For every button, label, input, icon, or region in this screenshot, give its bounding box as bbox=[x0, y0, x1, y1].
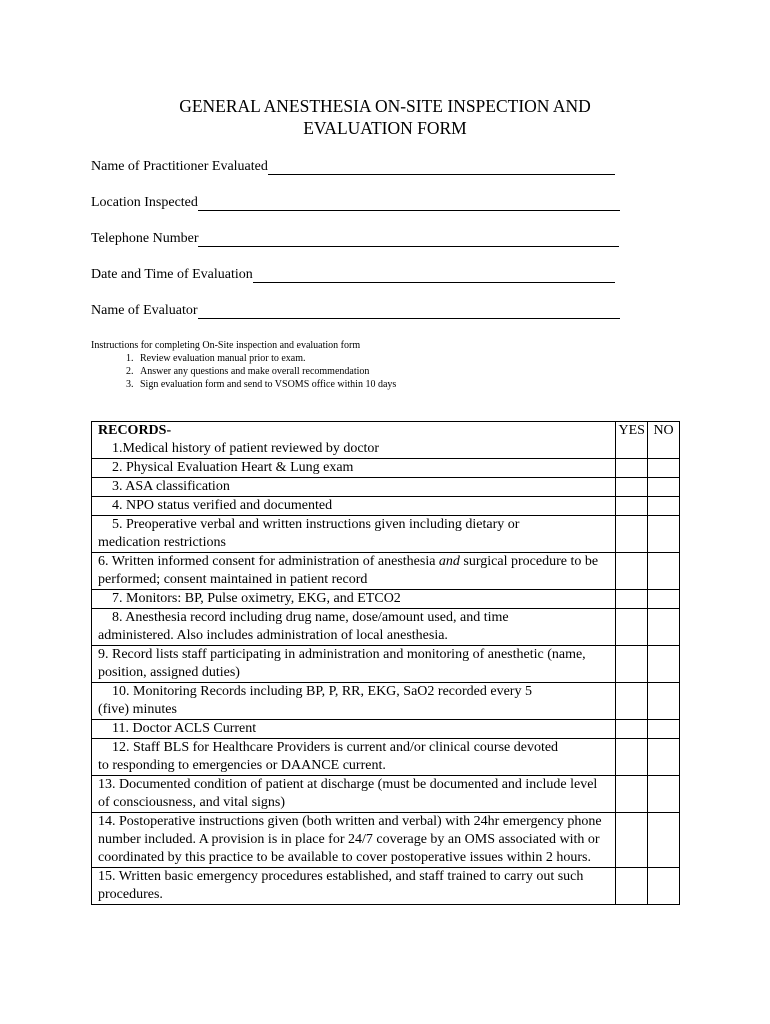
record-item-text bbox=[98, 516, 609, 534]
no-checkbox-cell[interactable] bbox=[648, 590, 680, 609]
table-row bbox=[92, 720, 680, 739]
table-row bbox=[92, 590, 680, 609]
record-text-continued: administered. Also includes administration of local anesthesia. bbox=[98, 628, 448, 643]
record-item bbox=[92, 683, 616, 720]
record-item-text bbox=[98, 553, 609, 589]
record-item bbox=[92, 720, 616, 739]
yes-checkbox-cell[interactable] bbox=[616, 497, 648, 516]
record-item bbox=[92, 813, 616, 868]
instructions bbox=[91, 339, 396, 391]
record-text: 13. Documented condition of patient at discharge (must be documented and include level of consciousness, and vital signs) bbox=[98, 777, 598, 810]
table-row bbox=[92, 516, 680, 553]
record-text-continued: medication restrictions bbox=[98, 535, 226, 550]
no-checkbox-cell[interactable] bbox=[648, 497, 680, 516]
record-item bbox=[92, 516, 616, 553]
record-item-text bbox=[98, 683, 609, 701]
record-item bbox=[92, 609, 616, 646]
field-blank-line[interactable] bbox=[268, 160, 615, 175]
yes-checkbox-cell[interactable] bbox=[616, 516, 648, 553]
record-text-continued: (five) minutes bbox=[98, 702, 177, 717]
record-item-text bbox=[98, 776, 609, 812]
table-row bbox=[92, 868, 680, 905]
record-item bbox=[92, 776, 616, 813]
record-item-text bbox=[98, 497, 609, 515]
record-item bbox=[92, 646, 616, 683]
record-text: 3. ASA classification bbox=[112, 479, 230, 494]
record-item bbox=[92, 422, 616, 459]
record-text: 8. Anesthesia record including drug name, dose/amount used, and time bbox=[112, 610, 509, 625]
field-blank-line[interactable] bbox=[198, 304, 620, 319]
form-title-line-1: GENERAL ANESTHESIA ON-SITE INSPECTION AND bbox=[179, 96, 591, 116]
yes-checkbox-cell[interactable] bbox=[616, 459, 648, 478]
field-label: Location Inspected bbox=[91, 195, 198, 210]
no-checkbox-cell[interactable] bbox=[648, 516, 680, 553]
record-item-text bbox=[98, 739, 609, 757]
yes-checkbox-cell[interactable] bbox=[616, 478, 648, 497]
record-text: 15. Written basic emergency procedures established, and staff trained to carry out such procedures. bbox=[98, 869, 584, 902]
location-field[interactable] bbox=[91, 193, 620, 211]
practitioner-name-field[interactable] bbox=[91, 157, 615, 175]
form-title-line-2: EVALUATION FORM bbox=[303, 118, 467, 138]
table-row bbox=[92, 776, 680, 813]
table-row bbox=[92, 646, 680, 683]
no-checkbox-cell[interactable] bbox=[648, 776, 680, 813]
no-checkbox-cell[interactable] bbox=[648, 720, 680, 739]
field-label: Name of Evaluator bbox=[91, 303, 198, 318]
record-item-text bbox=[98, 813, 609, 867]
yes-checkbox-cell[interactable] bbox=[616, 590, 648, 609]
record-item-text bbox=[98, 459, 609, 477]
yes-checkbox-cell[interactable] bbox=[616, 683, 648, 720]
field-label: Date and Time of Evaluation bbox=[91, 267, 253, 282]
instruction-item: 3. Sign evaluation form and send to VSOMS office within 10 days bbox=[136, 378, 396, 391]
table-row bbox=[92, 497, 680, 516]
record-item bbox=[92, 459, 616, 478]
no-checkbox-cell[interactable] bbox=[648, 646, 680, 683]
record-item-text bbox=[98, 646, 609, 682]
yes-column-header: YES bbox=[616, 422, 648, 459]
records-table bbox=[91, 421, 680, 905]
record-text: 9. Record lists staff participating in administration and monitoring of anesthetic (name, position, assigned duties) bbox=[98, 647, 586, 680]
record-text: 11. Doctor ACLS Current bbox=[112, 721, 257, 736]
no-checkbox-cell[interactable] bbox=[648, 609, 680, 646]
record-text: surgical procedure to be performed; consent maintained in patient record bbox=[98, 554, 599, 587]
no-checkbox-cell[interactable] bbox=[648, 868, 680, 905]
record-text: 10. Monitoring Records including BP, P, RR, EKG, SaO2 recorded every 5 bbox=[112, 684, 532, 699]
record-item bbox=[92, 590, 616, 609]
table-row bbox=[92, 683, 680, 720]
record-text: 12. Staff BLS for Healthcare Providers is current and/or clinical course devoted bbox=[112, 740, 559, 755]
table-row bbox=[92, 422, 680, 459]
field-label: Name of Practitioner Evaluated bbox=[91, 159, 268, 174]
no-checkbox-cell[interactable] bbox=[648, 553, 680, 590]
record-text: 6. Written informed consent for administration of anesthesia bbox=[98, 554, 439, 569]
telephone-field[interactable] bbox=[91, 229, 619, 247]
record-item-text bbox=[98, 440, 609, 458]
yes-checkbox-cell[interactable] bbox=[616, 776, 648, 813]
table-row bbox=[92, 739, 680, 776]
evaluator-name-field[interactable] bbox=[91, 301, 620, 319]
yes-checkbox-cell[interactable] bbox=[616, 553, 648, 590]
table-row bbox=[92, 553, 680, 590]
field-blank-line[interactable] bbox=[198, 196, 620, 211]
no-checkbox-cell[interactable] bbox=[648, 683, 680, 720]
no-column-header: NO bbox=[648, 422, 680, 459]
no-checkbox-cell[interactable] bbox=[648, 478, 680, 497]
record-text: 5. Preoperative verbal and written instructions given including dietary or bbox=[112, 517, 520, 532]
record-item-text bbox=[98, 478, 609, 496]
record-item-text bbox=[98, 609, 609, 627]
instruction-item: 1. Review evaluation manual prior to exam. bbox=[136, 352, 396, 365]
record-text: 1.Medical history of patient reviewed by doctor bbox=[112, 441, 380, 456]
record-text: 14. Postoperative instructions given (both written and verbal) with 24hr emergency phone number included. A provision is in place for 24/7 coverage by an OMS associated with or coordinated by this practice to be available to cover postoperative issues within 2 hours. bbox=[98, 814, 602, 865]
field-blank-line[interactable] bbox=[253, 268, 615, 283]
record-text: 7. Monitors: BP, Pulse oximetry, EKG, and ETCO2 bbox=[112, 591, 401, 606]
record-item bbox=[92, 739, 616, 776]
record-text-continued: to responding to emergencies or DAANCE current. bbox=[98, 758, 386, 773]
table-row bbox=[92, 813, 680, 868]
record-item bbox=[92, 478, 616, 497]
table-row bbox=[92, 459, 680, 478]
record-text: 2. Physical Evaluation Heart & Lung exam bbox=[112, 460, 354, 475]
record-emphasis: and bbox=[438, 554, 460, 569]
no-checkbox-cell[interactable] bbox=[648, 459, 680, 478]
yes-checkbox-cell[interactable] bbox=[616, 739, 648, 776]
yes-checkbox-cell[interactable] bbox=[616, 720, 648, 739]
record-item bbox=[92, 497, 616, 516]
field-label: Telephone Number bbox=[91, 231, 199, 246]
instructions-heading: Instructions for completing On-Site inspection and evaluation form bbox=[91, 340, 361, 351]
instruction-item: 2. Answer any questions and make overall recommendation bbox=[136, 365, 396, 378]
record-item-text bbox=[98, 590, 609, 608]
yes-checkbox-cell[interactable] bbox=[616, 646, 648, 683]
form-title bbox=[0, 95, 770, 139]
section-header: RECORDS- bbox=[98, 423, 172, 438]
field-blank-line[interactable] bbox=[198, 232, 619, 247]
date-time-field[interactable] bbox=[91, 265, 615, 283]
record-text: 4. NPO status verified and documented bbox=[112, 498, 333, 513]
record-item-text bbox=[98, 868, 609, 904]
table-row bbox=[92, 609, 680, 646]
record-item bbox=[92, 553, 616, 590]
yes-checkbox-cell[interactable] bbox=[616, 868, 648, 905]
yes-checkbox-cell[interactable] bbox=[616, 609, 648, 646]
no-checkbox-cell[interactable] bbox=[648, 739, 680, 776]
table-row bbox=[92, 478, 680, 497]
no-checkbox-cell[interactable] bbox=[648, 813, 680, 868]
record-item-text bbox=[98, 720, 609, 738]
yes-checkbox-cell[interactable] bbox=[616, 813, 648, 868]
record-item bbox=[92, 868, 616, 905]
